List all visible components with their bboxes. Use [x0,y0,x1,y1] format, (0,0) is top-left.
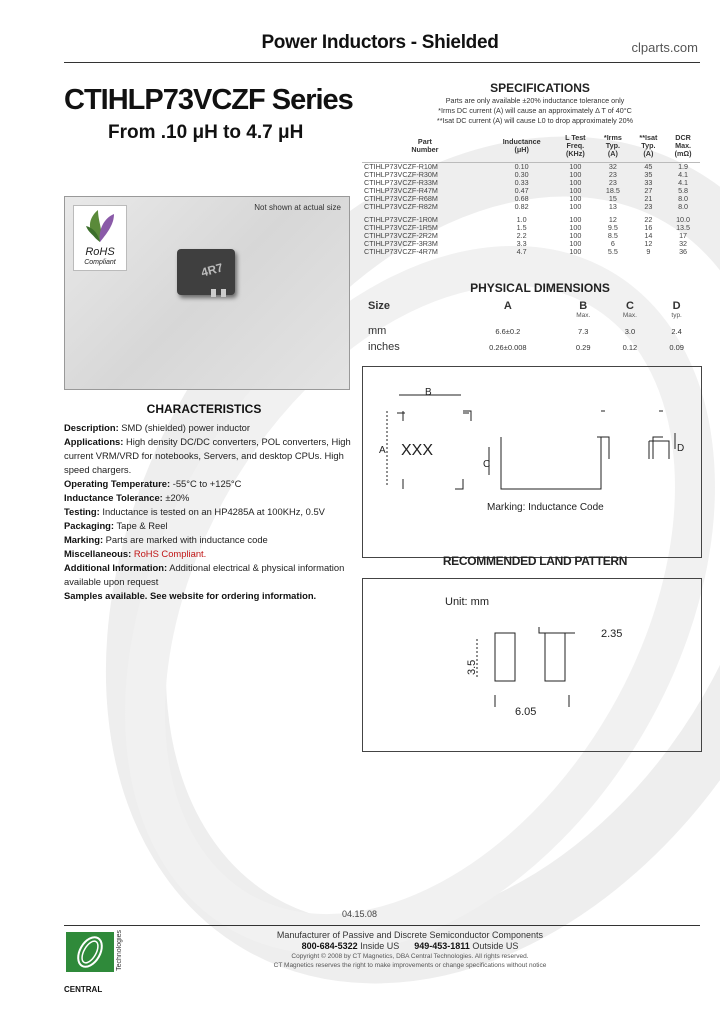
footer-text [200,930,620,970]
spec-cell: 32 [679,239,688,248]
spec-cell: 12 [608,215,617,224]
spec-cell: 33 [644,178,653,187]
spec-cell: 10.0 [676,215,691,224]
rohs-label: RoHS [85,246,115,258]
rohs-badge [73,205,127,271]
land-dim-height: 3.5 [466,659,478,675]
spec-cell: 0.82 [514,202,529,211]
spec-cell: 27 [644,186,653,195]
footer-contact [200,941,620,952]
spec-cell: 5.5 [607,247,618,256]
dim-label-d: D [677,443,685,454]
spec-cell: 4.1 [678,170,689,179]
spec-cell: 8.0 [678,202,689,211]
spec-cell: 13.5 [676,223,691,232]
image-note: Not shown at actual size [254,203,341,212]
spec-col-header: Part Number [362,134,488,163]
part-number-cell: CTIHLP73VCZF-3R3M [364,239,438,248]
spec-cell: 3.3 [516,239,527,248]
characteristics-list [64,421,364,603]
spec-cell: 100 [569,202,582,211]
spec-cell: 18.5 [605,186,620,195]
rohs-sub: Compliant [84,259,116,266]
central-logo-icon [64,930,116,986]
spec-cell: 0.33 [514,178,529,187]
spec-cell: 1.0 [516,215,527,224]
spec-col-header: *Irms Typ. (A) [595,134,631,163]
spec-cell: 15 [608,194,617,203]
rohs-leaf-icon [84,208,116,244]
spec-cell: 17 [679,231,688,240]
part-number-cell: CTIHLP73VCZF-R33M [364,178,438,187]
part-number-cell: CTIHLP73VCZF-2R2M [364,231,438,240]
inductance-range: From .10 μH to 4.7 μH [108,122,304,143]
spec-cell: 0.68 [514,194,529,203]
series-title: CTIHLP73VCZF Series [64,84,353,116]
spec-col-header: **Isat Typ. (A) [631,134,667,163]
spec-note: *Irms DC current (A) will cause an approximately Δ T of 40°C [438,106,632,115]
spec-cell: 4.7 [516,247,527,256]
spec-col-header: L Test Freq. (KHz) [556,134,596,163]
marking-xxx: XXX [401,442,434,459]
phys-row: inches 0.26±0.008 0.29 0.12 0.09 [368,341,684,353]
phys-row: mm 6.6±0.2 7.3 3.0 2.4 [368,325,682,337]
spec-cell: 100 [569,239,582,248]
dim-label-b: B [425,387,432,398]
land-dim-width: 2.35 [601,628,623,640]
spec-col-header: DCR Max. (mΩ) [666,134,700,163]
spec-cell: 35 [644,170,653,179]
part-number-cell: CTIHLP73VCZF-1R5M [364,223,438,232]
specifications-title: SPECIFICATIONS [490,81,590,95]
char-item: Testing: Inductance is tested on an HP4285A at 100KHz, 0.5V [64,506,325,517]
spec-cell: 100 [569,178,582,187]
spec-cell: 100 [569,170,582,179]
char-item: Miscellaneous: RoHS Compliant. [64,548,207,559]
phone-inside[interactable]: 800-684-5322 [301,941,358,951]
footer-line1: Manufacturer of Passive and Discrete Semiconductor Components [276,930,544,940]
spec-cell: 12 [644,239,653,248]
dim-label-c: C [483,459,491,470]
char-item: Marking: Parts are marked with inductance code [64,534,268,545]
spec-cell: 100 [569,186,582,195]
dimension-diagram [362,366,702,558]
logo-word: CENTRAL [64,985,103,994]
outside-label: Outside US [472,941,519,951]
spec-cell: 100 [569,215,582,224]
phys-sub-row: Max. Max. typ. [576,312,682,319]
part-marking: 4R7 [199,260,225,280]
footer-divider [64,925,700,926]
spec-col-header: Inductance (μH) [488,134,556,163]
spec-cell: 23 [644,202,653,211]
inductor-pin [221,289,226,297]
specifications-table [362,134,700,256]
header-site[interactable]: clparts.com [631,40,698,55]
logo-tech: Technologies [116,930,123,971]
footer-copyright: Copyright © 2008 by CT Magnetics, DBA Central Technologies. All rights reserved. [291,953,529,960]
spec-cell: 100 [569,231,582,240]
char-item: Operating Temperature: -55°C to +125°C [64,478,242,489]
spec-cell: 100 [569,223,582,232]
samples-note: Samples available. See website for ordering information. [64,590,317,601]
land-pattern-drawing [363,579,701,751]
spec-header-row [362,134,700,163]
land-dim-span: 6.05 [515,706,537,718]
spec-row [362,248,700,256]
product-image-box [64,196,350,390]
spec-cell: 2.2 [516,231,527,240]
footer-notice: CT Magnetics reserves the right to make improvements or change specifications without notice [273,962,547,969]
characteristics-title: CHARACTERISTICS [146,402,262,416]
spec-cell: 1.5 [516,223,527,232]
spec-cell: 5.8 [678,186,689,195]
spec-cell: 14 [644,231,653,240]
part-number-cell: CTIHLP73VCZF-1R0M [364,215,438,224]
part-number-cell: CTIHLP73VCZF-R68M [364,194,438,203]
marking-caption: Marking: Inductance Code [487,502,604,513]
spec-cell: 100 [569,194,582,203]
spec-cell: 100 [569,247,582,256]
spec-cell: 8.0 [678,194,689,203]
phys-header-row: Size A B C D [368,300,681,312]
char-item: Description: SMD (shielded) power inductor [64,422,251,433]
phone-outside[interactable]: 949-453-1811 [414,941,470,951]
inside-label: Inside US [360,941,400,951]
spec-cell: 9.5 [607,223,618,232]
spec-cell: 1.9 [678,162,689,171]
spec-cell: 36 [679,247,688,256]
inductor-photo [177,249,235,295]
land-unit: Unit: mm [445,596,489,608]
spec-cell: 45 [644,162,653,171]
inductor-pin [211,289,216,297]
spec-cell: 0.30 [514,170,529,179]
spec-note: Parts are only available ±20% inductance tolerance only [445,96,625,105]
header-title: Power Inductors - Shielded [261,32,499,53]
spec-cell: 22 [644,215,653,224]
header-divider [64,62,700,63]
spec-cell: 13 [608,202,617,211]
spec-cell: 4.1 [678,178,689,187]
physical-dimensions-table [366,298,700,355]
part-number-cell: CTIHLP73VCZF-R10M [364,162,438,171]
part-number-cell: CTIHLP73VCZF-4R7M [364,247,438,256]
spec-cell: 9 [646,247,651,256]
spec-cell: 8.5 [607,231,618,240]
physical-dimensions-title: PHYSICAL DIMENSIONS [470,281,610,295]
spec-cell: 6 [610,239,615,248]
spec-cell: 100 [569,162,582,171]
char-item: Packaging: Tape & Reel [64,520,168,531]
char-item: Additional Information: Additional electrical & physical information available upon request [64,562,345,587]
part-number-cell: CTIHLP73VCZF-R82M [364,202,438,211]
part-number-cell: CTIHLP73VCZF-R47M [364,186,438,195]
spec-cell: 21 [644,194,653,203]
dim-label-a: A [379,445,386,456]
spec-cell: 0.47 [514,186,529,195]
doc-date: 04.15.08 [342,909,378,919]
spec-cell: 0.10 [514,162,529,171]
spec-cell: 23 [608,170,617,179]
spec-row [362,203,700,211]
spec-cell: 32 [608,162,617,171]
char-item: Applications: High density DC/DC converters, POL converters, High current VRM/VRD for notebooks, Servers, and desktop CPUs. High speed chargers. [64,436,351,475]
spec-cell: 23 [608,178,617,187]
part-number-cell: CTIHLP73VCZF-R30M [364,170,438,179]
spec-note: **Isat DC current (A) will cause L0 to drop approximately 20% [436,116,634,125]
char-item: Inductance Tolerance: ±20% [64,492,190,503]
spec-cell: 16 [644,223,653,232]
land-pattern-box [362,578,702,752]
dimension-drawing [363,367,701,557]
land-pattern-title: RECOMMENDED LAND PATTERN [442,554,628,568]
